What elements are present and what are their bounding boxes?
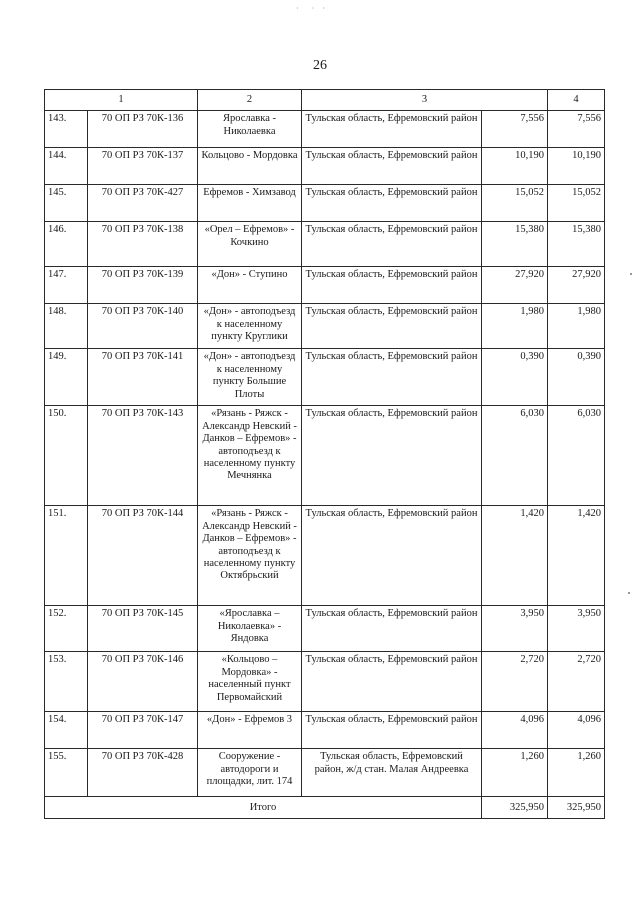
- table-row: [45, 185, 605, 222]
- row-number: 144.: [45, 148, 88, 185]
- road-code: 70 ОП РЗ 70К-145: [88, 606, 198, 652]
- road-name: «Рязань - Ряжск - Александр Невский - Данков – Ефремов» - автоподъезд к населенному пункту Октябрьский: [198, 506, 302, 606]
- table-row: [45, 304, 605, 349]
- road-location: Тульская область, Ефремовский район: [302, 185, 482, 222]
- road-code: 70 ОП РЗ 70К-138: [88, 222, 198, 267]
- road-length: 0,390: [482, 349, 548, 406]
- row-number: 145.: [45, 185, 88, 222]
- road-length: 1,260: [482, 749, 548, 797]
- total-label: Итого: [45, 797, 482, 819]
- road-length: 1,980: [482, 304, 548, 349]
- road-registry-table: [44, 89, 605, 819]
- scan-mark: [630, 273, 632, 275]
- header-col-2: 2: [198, 90, 302, 111]
- road-length-total: 15,052: [548, 185, 605, 222]
- scan-marks: · · ·: [296, 4, 328, 13]
- road-length-total: 15,380: [548, 222, 605, 267]
- road-location: Тульская область, Ефремовский район: [302, 111, 482, 148]
- road-code: 70 ОП РЗ 70К-140: [88, 304, 198, 349]
- road-length-total: 1,260: [548, 749, 605, 797]
- road-length-total: 1,980: [548, 304, 605, 349]
- road-location: Тульская область, Ефремовский район: [302, 148, 482, 185]
- table-row: [45, 111, 605, 148]
- road-length-total: 27,920: [548, 267, 605, 304]
- row-number: 154.: [45, 712, 88, 749]
- road-code: 70 ОП РЗ 70К-428: [88, 749, 198, 797]
- table-row: [45, 506, 605, 606]
- road-location: Тульская область, Ефремовский район: [302, 406, 482, 506]
- road-location: Тульская область, Ефремовский район: [302, 267, 482, 304]
- road-location: Тульская область, Ефремовский район: [302, 222, 482, 267]
- road-location: Тульская область, Ефремовский район: [302, 606, 482, 652]
- header-row: [45, 90, 605, 111]
- road-length: 15,380: [482, 222, 548, 267]
- table-row: [45, 712, 605, 749]
- road-name: «Кольцово – Мордовка» - населенный пункт Первомайский: [198, 652, 302, 712]
- road-length-total: 4,096: [548, 712, 605, 749]
- road-length: 15,052: [482, 185, 548, 222]
- road-code: 70 ОП РЗ 70К-143: [88, 406, 198, 506]
- table-row: [45, 349, 605, 406]
- road-length: 10,190: [482, 148, 548, 185]
- road-code: 70 ОП РЗ 70К-136: [88, 111, 198, 148]
- road-length-total: 10,190: [548, 148, 605, 185]
- scan-mark: [628, 592, 630, 594]
- road-length-total: 7,556: [548, 111, 605, 148]
- total-value: 325,950: [482, 797, 548, 819]
- page-number: 26: [313, 58, 327, 73]
- road-length-total: 0,390: [548, 349, 605, 406]
- road-length: 27,920: [482, 267, 548, 304]
- table-row: [45, 267, 605, 304]
- total-value-2: 325,950: [548, 797, 605, 819]
- row-number: 149.: [45, 349, 88, 406]
- table-row: [45, 222, 605, 267]
- total-row: [45, 797, 605, 819]
- road-name: «Ярославка – Николаевка» - Яндовка: [198, 606, 302, 652]
- road-name: Кольцово - Мордовка: [198, 148, 302, 185]
- road-length: 7,556: [482, 111, 548, 148]
- road-location: Тульская область, Ефремовский район: [302, 712, 482, 749]
- road-length: 3,950: [482, 606, 548, 652]
- road-code: 70 ОП РЗ 70К-147: [88, 712, 198, 749]
- road-name: «Дон» - Ступино: [198, 267, 302, 304]
- row-number: 153.: [45, 652, 88, 712]
- road-location: Тульская область, Ефремовский район: [302, 652, 482, 712]
- road-name: Сооружение - автодороги и площадки, лит. 174: [198, 749, 302, 797]
- road-location: Тульская область, Ефремовский район: [302, 506, 482, 606]
- row-number: 143.: [45, 111, 88, 148]
- row-number: 152.: [45, 606, 88, 652]
- road-length: 4,096: [482, 712, 548, 749]
- header-col-3: 3: [302, 90, 548, 111]
- road-length: 6,030: [482, 406, 548, 506]
- road-code: 70 ОП РЗ 70К-427: [88, 185, 198, 222]
- road-length-total: 1,420: [548, 506, 605, 606]
- road-location: Тульская область, Ефремовский район: [302, 349, 482, 406]
- road-name: «Орел – Ефремов» - Кочкино: [198, 222, 302, 267]
- row-number: 148.: [45, 304, 88, 349]
- road-code: 70 ОП РЗ 70К-139: [88, 267, 198, 304]
- row-number: 155.: [45, 749, 88, 797]
- road-name: «Дон» - автоподъезд к населенному пункту Круглики: [198, 304, 302, 349]
- road-length-total: 6,030: [548, 406, 605, 506]
- row-number: 150.: [45, 406, 88, 506]
- table-row: [45, 749, 605, 797]
- road-code: 70 ОП РЗ 70К-146: [88, 652, 198, 712]
- road-name: «Дон» - автоподъезд к населенному пункту Большие Плоты: [198, 349, 302, 406]
- road-name: Ефремов - Химзавод: [198, 185, 302, 222]
- road-length: 1,420: [482, 506, 548, 606]
- header-col-4: 4: [548, 90, 605, 111]
- road-code: 70 ОП РЗ 70К-141: [88, 349, 198, 406]
- road-code: 70 ОП РЗ 70К-137: [88, 148, 198, 185]
- table-row: [45, 652, 605, 712]
- table-row: [45, 406, 605, 506]
- header-col-1: 1: [45, 90, 198, 111]
- table-row: [45, 148, 605, 185]
- road-name: Ярославка - Николаевка: [198, 111, 302, 148]
- road-name: «Дон» - Ефремов 3: [198, 712, 302, 749]
- row-number: 147.: [45, 267, 88, 304]
- table-row: [45, 606, 605, 652]
- road-length: 2,720: [482, 652, 548, 712]
- road-location: Тульская область, Ефремовский район: [302, 304, 482, 349]
- road-length-total: 3,950: [548, 606, 605, 652]
- row-number: 146.: [45, 222, 88, 267]
- road-code: 70 ОП РЗ 70К-144: [88, 506, 198, 606]
- road-length-total: 2,720: [548, 652, 605, 712]
- road-location: Тульская область, Ефремовский район, ж/д стан. Малая Андреевка: [302, 749, 482, 797]
- road-name: «Рязань - Ряжск - Александр Невский - Данков – Ефремов» - автоподъезд к населенному пункту Мечнянка: [198, 406, 302, 506]
- row-number: 151.: [45, 506, 88, 606]
